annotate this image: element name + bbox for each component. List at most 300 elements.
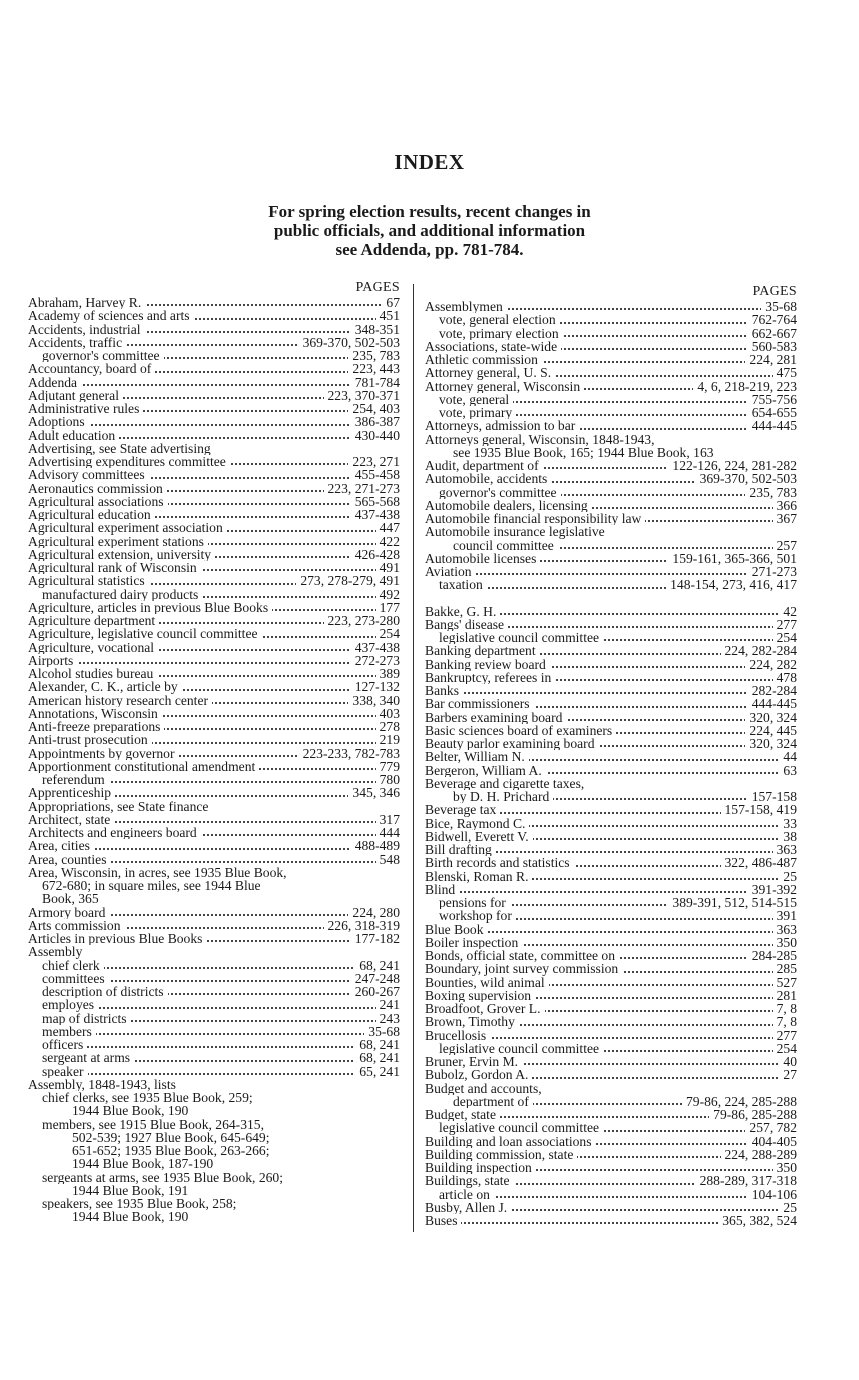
index-entry-label: chief clerks, see 1935 Blue Book, 259;: [28, 1091, 257, 1104]
index-entry-pages: 104-106: [748, 1188, 797, 1201]
index-entry: [28, 415, 400, 428]
index-entry: [28, 349, 400, 362]
index-entry: [425, 697, 797, 710]
index-entry-label: American history research center: [28, 694, 212, 707]
index-entry: [28, 614, 400, 627]
index-entry-label: Architects and engineers board: [28, 826, 201, 839]
index-entry-label: vote, general election: [425, 313, 560, 326]
index-entry-label: Apprenticeship: [28, 786, 115, 799]
index-entry: [28, 826, 400, 839]
addenda-note-line: For spring election results, recent changes in: [268, 202, 591, 221]
index-entry: [28, 853, 400, 866]
index-entry-pages: 223, 271-273: [324, 482, 401, 495]
index-entry-label: Assembly: [28, 945, 86, 958]
index-entry-label: Bruner, Ervin M.: [425, 1055, 522, 1068]
index-entries-left: [28, 296, 400, 1224]
index-entry-pages: 654-655: [748, 406, 797, 419]
index-entry: [28, 1144, 400, 1157]
index-entry-pages: 430-440: [351, 429, 400, 442]
index-entry-label: Agriculture, vocational: [28, 641, 158, 654]
index-entry-pages: 281: [773, 989, 797, 1002]
index-entry-label: Bubolz, Gordon A.: [425, 1068, 532, 1081]
index-entry-pages: 35-68: [364, 1025, 400, 1038]
index-entry: [425, 393, 797, 406]
index-entry: [28, 389, 400, 402]
index-entry-label: Agricultural extension, university: [28, 548, 215, 561]
index-entry-label: Beauty parlor examining board: [425, 737, 599, 750]
index-entry-label: 502-539; 1927 Blue Book, 645-649;: [28, 1131, 273, 1144]
index-entry-label: Bar commissioners: [425, 697, 534, 710]
index-entry: [28, 1078, 400, 1091]
index-entry-label: members, see 1915 Blue Book, 264-315,: [28, 1118, 268, 1131]
index-entry-pages: 780: [376, 773, 400, 786]
index-entry: [28, 402, 400, 415]
index-entry: [28, 535, 400, 548]
index-entry: [425, 459, 797, 472]
index-entry: [28, 1051, 400, 1064]
index-entry: [28, 641, 400, 654]
index-entry: [425, 406, 797, 419]
index-entry: [28, 667, 400, 680]
index-entry: [425, 671, 797, 684]
index-entry: [425, 1002, 797, 1015]
index-entry-label: legislative council committee: [425, 1042, 603, 1055]
index-entry-label: Agricultural statistics: [28, 574, 149, 587]
index-entry: [425, 870, 797, 883]
index-entry-label: Agricultural rank of Wisconsin: [28, 561, 201, 574]
index-entry-pages: 444-445: [748, 419, 797, 432]
index-entry-label: speaker: [28, 1065, 88, 1078]
index-entry-label: Architect, state: [28, 813, 114, 826]
index-entry: [425, 1042, 797, 1055]
index-entry-pages: 27: [779, 1068, 797, 1081]
index-entry-label: 651-652; 1935 Blue Book, 263-266;: [28, 1144, 273, 1157]
index-entry-pages: 363: [773, 923, 797, 936]
index-entry-label: committees: [28, 972, 109, 985]
index-entry-pages: 755-756: [748, 393, 797, 406]
index-entry-label: Armory board: [28, 906, 109, 919]
index-entry-label: Accountancy, board of: [28, 362, 155, 375]
page-title: INDEX: [394, 150, 465, 174]
index-entry: [425, 1174, 797, 1187]
index-entry-pages: 345, 346: [348, 786, 400, 799]
index-entry-label: Banking review board: [425, 658, 550, 671]
index-entry-label: Assembly, 1848-1943, lists: [28, 1078, 180, 1091]
index-entry-label: Budget, state: [425, 1108, 500, 1121]
index-entry-label: governor's committee: [425, 486, 561, 499]
index-entry: [28, 429, 400, 442]
index-entry: [425, 340, 797, 353]
index-entry-label: Automobile dealers, licensing: [425, 499, 592, 512]
index-entry: [28, 998, 400, 1011]
index-entry-pages: 404-405: [748, 1135, 797, 1148]
index-entry: [425, 433, 797, 446]
index-entry-label: Agricultural experiment association: [28, 521, 227, 534]
index-entry: [28, 482, 400, 495]
index-entry-label: vote, primary: [425, 406, 516, 419]
index-entry-pages: 68, 241: [355, 1051, 400, 1064]
index-entry: [425, 552, 797, 565]
index-entry-pages: 272-273: [351, 654, 400, 667]
index-entry: [28, 892, 400, 905]
index-entry-pages: 42: [779, 605, 797, 618]
index-entry: [425, 737, 797, 750]
index-entry-label: Automobile insurance legislative: [425, 525, 609, 538]
index-entry-label: Academy of sciences and arts: [28, 309, 194, 322]
index-entry-pages: 389-391, 512, 514-515: [668, 896, 797, 909]
index-entry: [425, 313, 797, 326]
index-entry-label: Broadfoot, Grover L.: [425, 1002, 545, 1015]
index-entry-pages: 25: [779, 870, 797, 883]
index-entry-label: Appropriations, see State finance: [28, 800, 212, 813]
index-entry-pages: 277: [773, 1029, 797, 1042]
index-entry-label: Basic sciences board of examiners: [425, 724, 616, 737]
index-entry-label: Advertising, see State advertising: [28, 442, 215, 455]
index-entry: [28, 1171, 400, 1184]
index-entry: [28, 601, 400, 614]
index-entry-pages: 68, 241: [355, 1038, 400, 1051]
index-entry-label: Arts commission: [28, 919, 125, 932]
index-entry: [28, 376, 400, 389]
index-entry-label: Bangs' disease: [425, 618, 508, 631]
index-entries-right: [425, 300, 797, 1227]
index-entry: [28, 813, 400, 826]
index-entry-label: Beverage tax: [425, 803, 500, 816]
index-entry-pages: 257, 782: [745, 1121, 797, 1134]
index-entry: [425, 1082, 797, 1095]
pages-header: PAGES: [752, 284, 797, 299]
index-entry: [28, 760, 400, 773]
index-entry: [28, 972, 400, 985]
index-entry-pages: 33: [779, 817, 797, 830]
index-entry-pages: 148-154, 273, 416, 417: [666, 578, 797, 591]
index-entry-label: workshop for: [425, 909, 516, 922]
index-entry: [28, 1104, 400, 1117]
index-entry-label: officers: [28, 1038, 87, 1051]
index-entry: [425, 565, 797, 578]
index-entry-pages: 157-158, 419: [721, 803, 798, 816]
index-entry-pages: 243: [376, 1012, 400, 1025]
index-entry-label: Accidents, industrial: [28, 323, 145, 336]
index-entry-label: 1944 Blue Book, 190: [28, 1210, 192, 1223]
index-entry-label: Adoptions: [28, 415, 89, 428]
index-entry: [425, 936, 797, 949]
index-entry-label: vote, general: [425, 393, 513, 406]
index-entry-label: description of districts: [28, 985, 168, 998]
index-entry-pages: 285: [773, 962, 797, 975]
index-entry-label: sergeants at arms, see 1935 Blue Book, 260;: [28, 1171, 287, 1184]
index-entry: [425, 883, 797, 896]
index-entry: [28, 800, 400, 813]
index-entry: [28, 309, 400, 322]
index-entry: [425, 976, 797, 989]
index-entry-label: Blue Book: [425, 923, 488, 936]
index-entry-label: Agricultural education: [28, 508, 155, 521]
index-entry-label: Bice, Raymond C.: [425, 817, 529, 830]
index-entry: [28, 733, 400, 746]
index-entry: [425, 1029, 797, 1042]
index-entry: [28, 1131, 400, 1144]
index-entry: [28, 866, 400, 879]
index-entry-label: Barbers examining board: [425, 711, 566, 724]
index-entry-pages: 241: [376, 998, 400, 1011]
index-entry: [425, 949, 797, 962]
index-entry-label: department of: [425, 1095, 533, 1108]
index-entry: [425, 909, 797, 922]
index-entry-label: Book, 365: [28, 892, 103, 905]
index-entry-pages: 560-583: [748, 340, 797, 353]
index-entry-pages: 527: [773, 976, 797, 989]
index-entry-pages: 338, 340: [348, 694, 400, 707]
index-entry: [425, 817, 797, 830]
index-entry-label: Aviation: [425, 565, 476, 578]
index-entry: [28, 906, 400, 919]
index-entry-label: Building inspection: [425, 1161, 536, 1174]
index-entry: [28, 747, 400, 760]
index-entry-label: Bonds, official state, committee on: [425, 949, 619, 962]
index-entry-label: article on: [425, 1188, 494, 1201]
index-entry-label: Anti-trust prosecution: [28, 733, 152, 746]
index-entry: [28, 932, 400, 945]
index-entry-pages: 363: [773, 843, 797, 856]
index-entry-pages: 386-387: [351, 415, 400, 428]
index-entry-pages: 422: [376, 535, 400, 548]
index-entry-label: taxation: [425, 578, 487, 591]
index-entry-label: Blind: [425, 883, 459, 896]
index-entry-pages: 35-68: [761, 300, 797, 313]
index-entry-pages: 403: [376, 707, 400, 720]
index-entry: [425, 300, 797, 313]
index-entry-label: pensions for: [425, 896, 510, 909]
index-entry: [28, 455, 400, 468]
index-entry-label: 1944 Blue Book, 187-190: [28, 1157, 217, 1170]
index-entry-pages: 25: [779, 1201, 797, 1214]
index-entry-pages: 38: [779, 830, 797, 843]
index-entry-pages: 177: [376, 601, 400, 614]
index-entry: [28, 1210, 400, 1223]
index-entry: [28, 548, 400, 561]
index-entry-label: Administrative rules: [28, 402, 143, 415]
index-entry-label: vote, primary election: [425, 327, 563, 340]
index-entry-pages: 365, 382, 524: [718, 1214, 797, 1227]
index-entry-pages: 369-370, 502-503: [299, 336, 400, 349]
index-entry-pages: 288-289, 317-318: [696, 1174, 797, 1187]
index-entry-label: map of districts: [28, 1012, 131, 1025]
index-entry-pages: 455-458: [351, 468, 400, 481]
index-entry: [28, 945, 400, 958]
index-entry: [425, 446, 797, 459]
index-entry: [28, 839, 400, 852]
index-entry: [28, 919, 400, 932]
index-entry-pages: 177-182: [351, 932, 400, 945]
index-entry-pages: 451: [376, 309, 400, 322]
index-entry-label: Abraham, Harvey R.: [28, 296, 145, 309]
index-entry-label: Addenda: [28, 376, 81, 389]
index-entry: [425, 353, 797, 366]
index-entry: [425, 499, 797, 512]
index-entry: [425, 380, 797, 393]
index-entry-label: Area, cities: [28, 839, 94, 852]
index-entry: [28, 561, 400, 574]
index-entry-label: Accidents, traffic: [28, 336, 126, 349]
index-entry-label: Automobile licenses: [425, 552, 540, 565]
index-entry: [425, 631, 797, 644]
index-entry: [425, 777, 797, 790]
index-entry-label: Associations, state-wide: [425, 340, 561, 353]
index-entry-label: Banking department: [425, 644, 540, 657]
index-entry: [28, 680, 400, 693]
index-entry-label: speakers, see 1935 Blue Book, 258;: [28, 1197, 240, 1210]
index-entry: [28, 1197, 400, 1210]
index-entry: [28, 707, 400, 720]
index-entry-label: Attorneys, admission to bar: [425, 419, 579, 432]
index-entry-label: Anti-freeze preparations: [28, 720, 164, 733]
index-entry: [28, 1065, 400, 1078]
index-entry-pages: 159-161, 365-366, 501: [668, 552, 797, 565]
addenda-note-line: see Addenda, pp. 781-784.: [335, 240, 524, 259]
index-entry: [28, 468, 400, 481]
addenda-note-line: public officials, and additional information: [273, 221, 586, 240]
index-entry-label: Agriculture department: [28, 614, 159, 627]
index-entry-label: Advisory committees: [28, 468, 149, 481]
index-entry-label: Agriculture, legislative council committee: [28, 627, 262, 640]
index-entry-label: Bounties, wild animal: [425, 976, 549, 989]
index-entry: [425, 1015, 797, 1028]
index-entry: [425, 366, 797, 379]
index-entry: [28, 879, 400, 892]
index-entry-pages: 320, 324: [745, 711, 797, 724]
index-entry-pages: 277: [773, 618, 797, 631]
index-entry-label: Boxing supervision: [425, 989, 535, 1002]
index-entry-pages: 350: [773, 936, 797, 949]
index-entry-pages: 226, 318-319: [324, 919, 401, 932]
index-entry-label: Annotations, Wisconsin: [28, 707, 162, 720]
index-entry-pages: 781-784: [351, 376, 400, 389]
index-entry: [28, 773, 400, 786]
index-entry-label: governor's committee: [28, 349, 164, 362]
index-entry: [28, 362, 400, 375]
index-entry: [425, 658, 797, 671]
index-entry-label: members: [28, 1025, 96, 1038]
addenda-note: [0, 202, 859, 259]
index-entry: [425, 618, 797, 631]
index-entry: [425, 327, 797, 340]
index-entry-label: Assemblymen: [425, 300, 507, 313]
index-entry: [425, 419, 797, 432]
index-entry: [28, 627, 400, 640]
index-entry: [28, 1091, 400, 1104]
index-entry-pages: 223, 273-280: [324, 614, 401, 627]
index-entry: [425, 962, 797, 975]
index-entry-pages: 282-284: [748, 684, 797, 697]
index-entry-pages: 284-285: [748, 949, 797, 962]
index-entry-label: employes: [28, 998, 98, 1011]
index-entry-pages: 389: [376, 667, 400, 680]
index-entry-label: Agricultural associations: [28, 495, 168, 508]
index-entry-pages: 224, 282: [745, 658, 797, 671]
index-entry-pages: 40: [779, 1055, 797, 1068]
index-entry-pages: 322, 486-487: [721, 856, 798, 869]
index-entry: [425, 803, 797, 816]
index-entry: [28, 508, 400, 521]
index-entry: [425, 711, 797, 724]
index-entry-label: manufactured dairy products: [28, 588, 202, 601]
index-entry-pages: 7, 8: [773, 1002, 797, 1015]
index-entry: [425, 525, 797, 538]
index-entry-label: Bakke, G. H.: [425, 605, 500, 618]
index-entry: [425, 1135, 797, 1148]
index-entry-pages: 224, 282-284: [721, 644, 798, 657]
index-entry: [425, 896, 797, 909]
index-entry: [425, 472, 797, 485]
index-entry: [28, 521, 400, 534]
index-entry-label: Aeronautics commission: [28, 482, 167, 495]
index-entry: [425, 1055, 797, 1068]
column-divider: [413, 284, 414, 1232]
index-entry-pages: 367: [773, 512, 797, 525]
index-entry-label: Buses: [425, 1214, 461, 1227]
index-entry: [425, 1121, 797, 1134]
index-entry: [425, 750, 797, 763]
index-entry: [28, 694, 400, 707]
index-entry: [425, 1201, 797, 1214]
index-entry-pages: 437-438: [351, 641, 400, 654]
index-entry-label: Advertising expenditures committee: [28, 455, 230, 468]
index-entry-pages: 224, 280: [348, 906, 400, 919]
index-entry-label: Bill drafting: [425, 843, 496, 856]
index-entry: [28, 1184, 400, 1197]
index-entry-label: Budget and accounts,: [425, 1082, 546, 1095]
index-entry-label: Brucellosis: [425, 1029, 490, 1042]
index-entry-pages: 369-370, 502-503: [696, 472, 797, 485]
index-entry: [425, 578, 797, 591]
index-entry-pages: 224, 445: [745, 724, 797, 737]
index-entry: [28, 654, 400, 667]
index-entry-label: legislative council committee: [425, 631, 603, 644]
index-entry-pages: 391-392: [748, 883, 797, 896]
index-entry: [425, 830, 797, 843]
index-entry-label: Belter, William N.: [425, 750, 529, 763]
index-entry-pages: 224, 281: [745, 353, 797, 366]
index-entry-pages: 79-86, 224, 285-288: [682, 1095, 797, 1108]
index-entry: [425, 1148, 797, 1161]
index-entry-pages: 44: [779, 750, 797, 763]
index-entry-label: Athletic commission: [425, 353, 542, 366]
index-entry-pages: 366: [773, 499, 797, 512]
index-entry-label: 672-680; in square miles, see 1944 Blue: [28, 879, 265, 892]
index-entry-pages: 565-568: [351, 495, 400, 508]
index-column-right: [425, 284, 797, 1227]
index-entry-pages: 127-132: [351, 680, 400, 693]
index-entry: [425, 684, 797, 697]
index-entry-pages: 779: [376, 760, 400, 773]
index-entry-pages: 491: [376, 561, 400, 574]
index-entry-pages: 67: [382, 296, 400, 309]
index-entry: [28, 1025, 400, 1038]
index-entry-pages: 317: [376, 813, 400, 826]
index-entry: [425, 724, 797, 737]
index-entry: [28, 1157, 400, 1170]
index-entry-label: Banks: [425, 684, 463, 697]
index-entry-label: Alcohol studies bureau: [28, 667, 157, 680]
index-entry: [425, 1188, 797, 1201]
index-entry: [28, 985, 400, 998]
index-entry-label: Attorneys general, Wisconsin, 1848-1943,: [425, 433, 659, 446]
index-entry: [28, 1118, 400, 1131]
index-entry-label: Alexander, C. K., article by: [28, 680, 182, 693]
index-entry-label: Birth records and statistics: [425, 856, 574, 869]
index-entry-pages: 157-158: [748, 790, 797, 803]
